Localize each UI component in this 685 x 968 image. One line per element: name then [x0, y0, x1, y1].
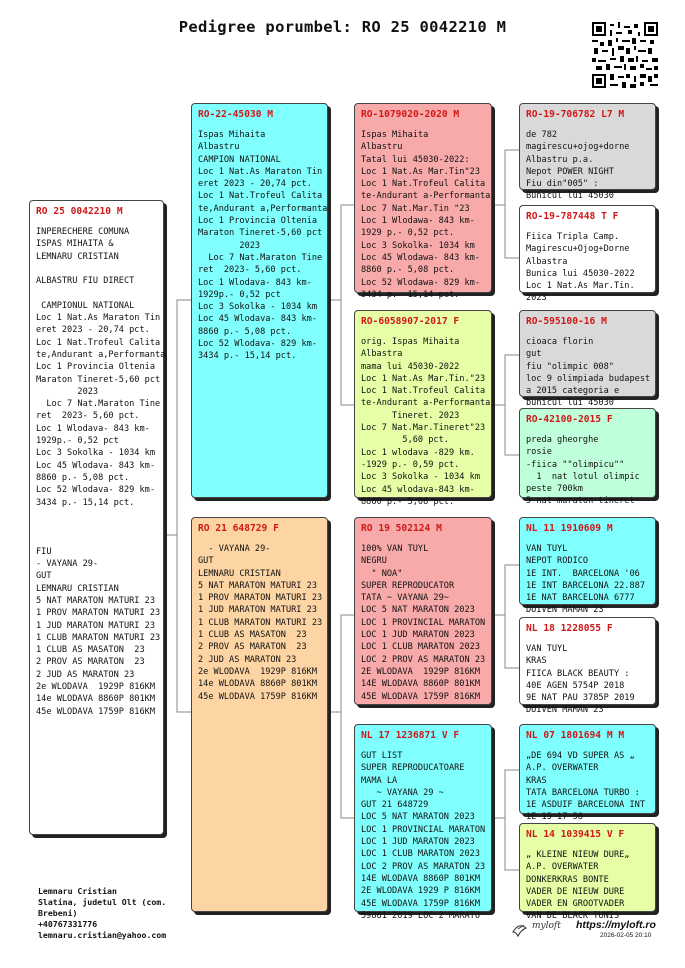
detail-line: de 782 [526, 130, 558, 140]
detail-line: eret 2023 - 20,74 pct. [36, 325, 150, 336]
detail-line: Albastru [198, 142, 240, 153]
detail-line: VADER DE NIEUW DURE [526, 886, 625, 897]
pigeon-ring-number: NL 14 1039415 V F [526, 829, 625, 840]
detail-line: GUT [198, 556, 214, 567]
pigeon-card-mmm [519, 823, 656, 922]
detail-line: VADER EN GROOTVADER [526, 899, 625, 910]
detail-line: Albastru [361, 142, 403, 153]
pigeon-card-mff [519, 517, 656, 616]
detail-line [36, 509, 158, 521]
detail-line [36, 533, 158, 545]
detail-line: 1E ASDUIF BARCELONA INT [526, 800, 645, 811]
detail-line: 1 PROV MARATON MATURI 23 [198, 593, 323, 604]
pigeon-card-fmf [519, 310, 656, 409]
detail-line: " NOA" [361, 568, 403, 579]
pigeon-details [361, 543, 486, 703]
pigeon-ring-number: RO-22-45030 M [198, 109, 274, 120]
pigeon-details [526, 434, 650, 508]
detail-line: Slatina, judetul Olt (com. [38, 897, 167, 907]
detail-line: VAN DE BLACK TUNIS [526, 911, 620, 922]
detail-line: 1 CLUB MARATON MATURI 23 [198, 617, 323, 628]
detail-line: ret 2023- 5,60 pct. [198, 265, 302, 276]
detail-line: LOC 1 CLUB MARATON 2023 [361, 642, 480, 653]
detail-line: VAN TUYL [526, 644, 568, 654]
pigeon-ring-number: RO 25 0042210 M [36, 206, 123, 217]
detail-line: 8860 p.- 5,08 pct. [361, 265, 455, 276]
detail-line: LEMNARU CRISTIAN [36, 251, 119, 262]
detail-line: Loc 1 Nat.As Maraton Tin [198, 166, 323, 177]
detail-line: MAMA LA [361, 775, 398, 786]
detail-line: 14e WLODAVA 8860P 801KM [198, 679, 317, 690]
pigeon-card-main [29, 200, 164, 835]
detail-line: 1 CLUB MARATON MATURI 23 [36, 632, 161, 643]
detail-line: KRAS [526, 775, 547, 786]
detail-line: ~ VAYANA 29 ~ [361, 787, 444, 798]
detail-line: Brebeni) [38, 908, 78, 918]
detail-line: DUIVEN MAMAN 23 [526, 605, 604, 616]
detail-line [36, 263, 158, 275]
detail-line: te,Andurant a,Performanta [36, 349, 166, 360]
detail-line: LOC 2 PROV AS MARATON 23 [361, 654, 486, 665]
detail-line: Lemnaru Cristian [38, 886, 117, 896]
detail-line: TATA BARCELONA TURBO : [526, 787, 640, 798]
detail-line: te-Andurant a-Performanta [361, 398, 491, 409]
pigeon-ring-number: RO-42100-2015 F [526, 414, 613, 425]
detail-line: lemnaru.cristian@yahoo.com [38, 930, 167, 940]
detail-line: Loc 1 Provincia Oltenia [36, 362, 155, 373]
detail-line: Loc 1 Nat.As Mar.Tin."23 [361, 373, 486, 384]
pigeon-ring-number: RO-595100-16 M [526, 316, 607, 327]
detail-line: 45E WLODAVA 1759P 816KM [361, 691, 480, 702]
detail-line: orig. Ispas Mihaita [361, 337, 460, 347]
detail-line: Loc 1 Nat.As Mar.Tin"23 [361, 166, 480, 177]
brand-logo-text: myloft [532, 921, 561, 931]
pigeon-ring-number: RO 21 648729 F [198, 523, 279, 534]
detail-line [36, 521, 158, 533]
detail-line: Loc 3 Sokolka - 1034 km [198, 302, 317, 313]
pigeon-ring-number: NL 11 1910609 M [526, 523, 613, 534]
detail-line: Loc 1 Nat.Trofeul Calita [361, 179, 486, 190]
detail-line: mama lui 45030-2022 [361, 361, 460, 372]
detail-line: -fiica ""olimpicu"" [526, 459, 625, 470]
detail-line: 59861 2019 LOC 2 MARATO [361, 910, 480, 921]
detail-line: ret 2023- 5,60 pct. [36, 411, 140, 422]
detail-line: 45E WLODAVA 1759P 816KM [361, 898, 480, 909]
detail-line: 9E NAT PAU 3785P 2019 [526, 693, 635, 704]
detail-line: Loc 45 Wlodava- 843 km- [198, 314, 317, 325]
detail-line: Loc 45 wlodava-843 km- [361, 484, 475, 495]
pigeon-card-fff [519, 103, 656, 202]
detail-line: Fiica Tripla Camp. [526, 232, 620, 242]
detail-line [36, 287, 158, 299]
detail-line: DONKERKRAS BONTE [526, 874, 609, 885]
detail-line: 1929 p.- 0,52 pct. [361, 228, 455, 239]
detail-line: gut [526, 349, 542, 360]
detail-line: Loc 7 Nat.Mar.Tin "23 [361, 203, 470, 214]
detail-line: 2 PROV AS MARATON 23 [198, 642, 307, 653]
detail-line: 45e WLODAVA 1759P 816KM [36, 706, 155, 717]
detail-line: bunicul lui 45030 [526, 398, 614, 409]
detail-line: 2023 [198, 240, 261, 251]
pigeon-details [526, 750, 650, 824]
page-title: Pedigree porumbel: RO 25 0042210 M [178, 18, 507, 36]
detail-line: 8860 p.- 5,08 pct. [198, 326, 292, 337]
detail-line: -1929 p.- 0,59 pct. [361, 459, 460, 470]
detail-line: Loc 52 Wlodava- 829 km- [198, 339, 317, 350]
pigeon-details [361, 129, 491, 301]
brand-block [510, 916, 660, 946]
detail-line: LOC 2 PROV AS MARATON 23 [361, 861, 486, 872]
detail-line: Bunica lui 45030-2022 [526, 268, 635, 279]
detail-line: KRAS [526, 656, 547, 667]
detail-line: ALBASTRU FIU DIRECT [36, 276, 135, 287]
detail-line: 1 CLUB AS MASATON 23 [198, 630, 307, 641]
detail-line: a 2015 categoria e [526, 386, 620, 397]
detail-line: GUT 21 648729 [361, 800, 429, 811]
detail-line: A.P. OVERWATER [526, 862, 599, 873]
detail-line: Loc 52 Wlodawa- 829 km- [361, 277, 480, 288]
detail-line: NEPOT RODICO [526, 556, 589, 567]
detail-line: Loc 7 Nat.Maraton Tine [36, 399, 161, 410]
detail-line: Loc 3 Sokolka - 1034 km [36, 448, 155, 459]
detail-line: 1929p.- 0,52 pct [198, 289, 281, 300]
detail-line: Loc 1 wlodava -829 km. [361, 447, 475, 458]
pigeon-ring-number: NL 07 1801694 M M [526, 730, 625, 741]
detail-line: LOC 5 NAT MARATON 2023 [361, 605, 475, 616]
detail-line: 14e WLODAVA 8860P 801KM [36, 694, 155, 705]
detail-line: 45e WLODAVA 1759P 816KM [198, 691, 317, 702]
detail-line: Loc 45 Wlodava- 843 km- [36, 460, 155, 471]
pigeon-card-mother-father [354, 517, 492, 705]
detail-line: SUPER REPRODUCATOARE [361, 763, 465, 774]
detail-line: 8860 p.- 5,08 pct. [361, 496, 455, 507]
detail-line: 1E NAT BARCELONA 6777 [526, 593, 635, 604]
pigeon-details [526, 643, 650, 717]
detail-line: Albastra [361, 349, 403, 360]
detail-line: 1 JUD MARATON MATURI 23 [198, 605, 317, 616]
detail-line: 2e WLODAVA 1929P 816KM [198, 666, 317, 677]
detail-line: 2023 [526, 293, 547, 304]
detail-line: Loc 3 Sokolka - 1034 km [361, 472, 480, 483]
detail-line: - VAYANA 29- [198, 544, 271, 554]
detail-line: 40E AGEN 5754P 2018 [526, 680, 625, 691]
detail-line: LOC 1 PROVINCIAL MARATON [361, 617, 486, 628]
detail-line: DUIVEN MAMAN 23 [526, 705, 604, 716]
detail-line: Maraton Tineret-5,60 pct [36, 374, 161, 385]
pigeon-card-father [191, 103, 328, 498]
detail-line: 1 PROV MARATON MATURI 23 [36, 608, 161, 619]
detail-line: Maraton Tineret-5,60 pct [198, 228, 323, 239]
detail-line: Loc 1 Nat.Trofeul Calita [198, 191, 323, 202]
brand-url-link[interactable]: https://myloft.ro [576, 919, 656, 931]
detail-line: 1 CLUB AS MASATON 23 [36, 645, 145, 656]
detail-line: 2 JUD AS MARATON 23 [36, 669, 135, 680]
pigeon-details [526, 543, 650, 617]
detail-line: LOC 1 JUD MARATON 2023 [361, 630, 475, 641]
detail-line: LOC 1 CLUB MARATON 2023 [361, 849, 480, 860]
pigeon-card-ffm [519, 205, 656, 304]
detail-line: Tineret. 2023 [361, 410, 460, 421]
detail-line: 3434 p.- 15,14 pct. [36, 497, 135, 508]
pigeon-card-fmm [519, 408, 656, 507]
detail-line: Albastru p.a. [526, 154, 594, 165]
pigeon-card-father-mother [354, 310, 492, 507]
pigeon-card-mmf [519, 724, 656, 823]
detail-line: fiu "olimpic 008" [526, 361, 614, 372]
pigeon-ring-number: RO-19-706782 L7 M [526, 109, 625, 120]
pigeon-details [361, 336, 491, 508]
detail-line: preda gheorghe [526, 435, 599, 445]
detail-line: Loc 1 Provincia Oltenia [198, 216, 317, 227]
detail-line: Albastra [526, 256, 568, 267]
detail-line: INPERECHERE COMUNA [36, 227, 130, 237]
detail-line: 8860 p.- 5,08 pct. [36, 472, 130, 483]
detail-line: Loc 1 Nat.Trofeul Calita [361, 386, 486, 397]
pigeon-details [526, 849, 650, 923]
detail-line: FIICA BLACK BEAUTY : [526, 668, 630, 679]
detail-line: 1 nat lotul olimpic [526, 471, 640, 482]
pigeon-ring-number: RO-6058907-2017 F [361, 316, 460, 327]
pigeon-details [526, 231, 650, 305]
pigeon-details [361, 750, 486, 922]
detail-line: VAN TUYL [526, 544, 568, 554]
pigeon-ring-number: NL 18 1228055 F [526, 623, 613, 634]
detail-line: Loc 7 Nat.Mar.Tineret"23 [361, 423, 486, 434]
detail-line: 5,60 pct. [361, 435, 449, 446]
detail-line: CAMPIONUL NATIONAL [36, 300, 135, 311]
detail-line: +40767331776 [38, 919, 98, 929]
detail-line: rosie [526, 447, 552, 458]
detail-line: 2e WLODAVA 1929P 816KM [36, 681, 155, 692]
detail-line: cioaca florin [526, 337, 594, 347]
detail-line: Loc 1 Wlodava- 843 km- [36, 423, 150, 434]
detail-line: Loc 1 Wlodawa- 843 km- [361, 216, 475, 227]
detail-line: 1E INT BARCELONA 22.887 [526, 580, 645, 591]
pigeon-details [36, 226, 166, 718]
detail-line: peste 700km [526, 484, 583, 495]
detail-line: Magirescu+Ojog+Dorne [526, 244, 630, 255]
detail-line: 14E WLODAVA 8860P 801KM [361, 873, 480, 884]
detail-line: „ KLEINE NIEUW DURE„ [526, 850, 630, 860]
detail-line: 1 JUD MARATON MATURI 23 [36, 620, 155, 631]
detail-line: 2 PROV AS MARATON 23 [36, 657, 145, 668]
detail-line: CAMPION NATIONAL [198, 154, 281, 165]
detail-line: Loc 1 Wlodava- 843 km- [198, 277, 312, 288]
detail-line: Bunicul lui 45030 [526, 191, 614, 202]
pigeon-details [198, 543, 322, 703]
detail-line: ISPAS MIHAITA & [36, 239, 114, 250]
detail-line: LOC 1 JUD MARATON 2023 [361, 837, 475, 848]
pigeon-details [198, 129, 328, 363]
detail-line: 2 JUD AS MARATON 23 [198, 654, 297, 665]
pigeon-card-father-father [354, 103, 492, 300]
detail-line: 2E WLODAVA 1929 P 816KM [361, 886, 480, 897]
detail-line: NEGRU [361, 556, 387, 567]
detail-line: te,Andurant a,Performanta [198, 203, 328, 214]
pigeon-card-mfm [519, 617, 656, 716]
detail-line: Fiu din"005" : [526, 179, 599, 190]
detail-line: LEMNARU CRISTIAN [36, 583, 119, 594]
detail-line: eret 2023 - 20,74 pct. [198, 179, 312, 190]
detail-line: 1E 15 17 58 [526, 812, 583, 823]
detail-line: GUT LIST [361, 751, 403, 761]
pigeon-details [526, 129, 650, 203]
detail-line: - VAYANA 29- [36, 559, 99, 570]
detail-line: GUT [36, 571, 52, 582]
generated-date: 2026-02-05 20:10 [600, 932, 652, 939]
detail-line: 1E INT. BARCELONA '06 [526, 568, 640, 579]
detail-line: Loc 1 Nat.As Mar.Tin. [526, 281, 635, 292]
detail-line: Loc 1 Nat.Trofeul Calita [36, 337, 161, 348]
detail-line: 3434 p.- 15,14 pct. [198, 351, 297, 362]
detail-line: Loc 52 Wlodava- 829 km- [36, 485, 155, 496]
detail-line: Loc 1 Nat.As Maraton Tin [36, 313, 161, 324]
detail-line: FIU [36, 546, 52, 557]
detail-line: SUPER REPRODUCATOR [361, 580, 455, 591]
detail-line: loc 9 olimpiada budapest [526, 373, 651, 384]
detail-line: te-Andurant a-Performanta [361, 191, 491, 202]
owner-contact [38, 886, 166, 941]
detail-line: „DE 694 VD SUPER AS „ [526, 751, 635, 761]
detail-line: LOC 1 PROVINCIAL MARATON [361, 824, 486, 835]
detail-line: 100% VAN TUYL [361, 544, 429, 554]
pigeon-ring-number: RO-19-787448 T F [526, 211, 619, 222]
pigeon-ring-number: NL 17 1236871 V F [361, 730, 460, 741]
detail-line: Loc 45 Wlodawa- 843 km- [361, 252, 480, 263]
detail-line: 1929p.- 0,52 pct [36, 436, 119, 447]
detail-line: Tatal lui 45030-2022: [361, 154, 470, 165]
detail-line: Nepot POWER NIGHT [526, 166, 614, 177]
detail-line: Ispas Mihaita [361, 130, 429, 140]
detail-line: 5 NAT MARATON MATURI 23 [36, 595, 155, 606]
detail-line: Ispas Mihaita [198, 130, 266, 140]
detail-line: 5 NAT MARATON MATURI 23 [198, 580, 317, 591]
detail-line: magirescu+ojog+dorne [526, 142, 630, 153]
detail-line: Loc 7 Nat.Maraton Tine [198, 252, 323, 263]
detail-line: TATA ~ VAYANA 29~ [361, 593, 449, 604]
detail-line: Loc 3 Sokolka- 1034 km [361, 240, 475, 251]
pigeon-card-mother-mother [354, 724, 492, 921]
pigeon-ring-number: RO-1079020-2020 M [361, 109, 460, 120]
pigeon-details [526, 336, 650, 410]
detail-line: 5 nat maraton tineret [526, 496, 635, 507]
detail-line: 2023 [36, 386, 99, 397]
detail-line: LEMNARU CRISTIAN [198, 568, 281, 579]
detail-line: A.P. OVERWATER [526, 763, 599, 774]
pigeon-card-mother [191, 517, 328, 912]
detail-line: LOC 5 NAT MARATON 2023 [361, 812, 475, 823]
detail-line: 2E WLODAVA 1929P 816KM [361, 666, 480, 677]
detail-line: 14E WLODAVA 8860P 801KM [361, 679, 480, 690]
detail-line: 3434 p.- 15,14 pct. [361, 289, 460, 300]
pigeon-ring-number: RO 19 502124 M [361, 523, 442, 534]
